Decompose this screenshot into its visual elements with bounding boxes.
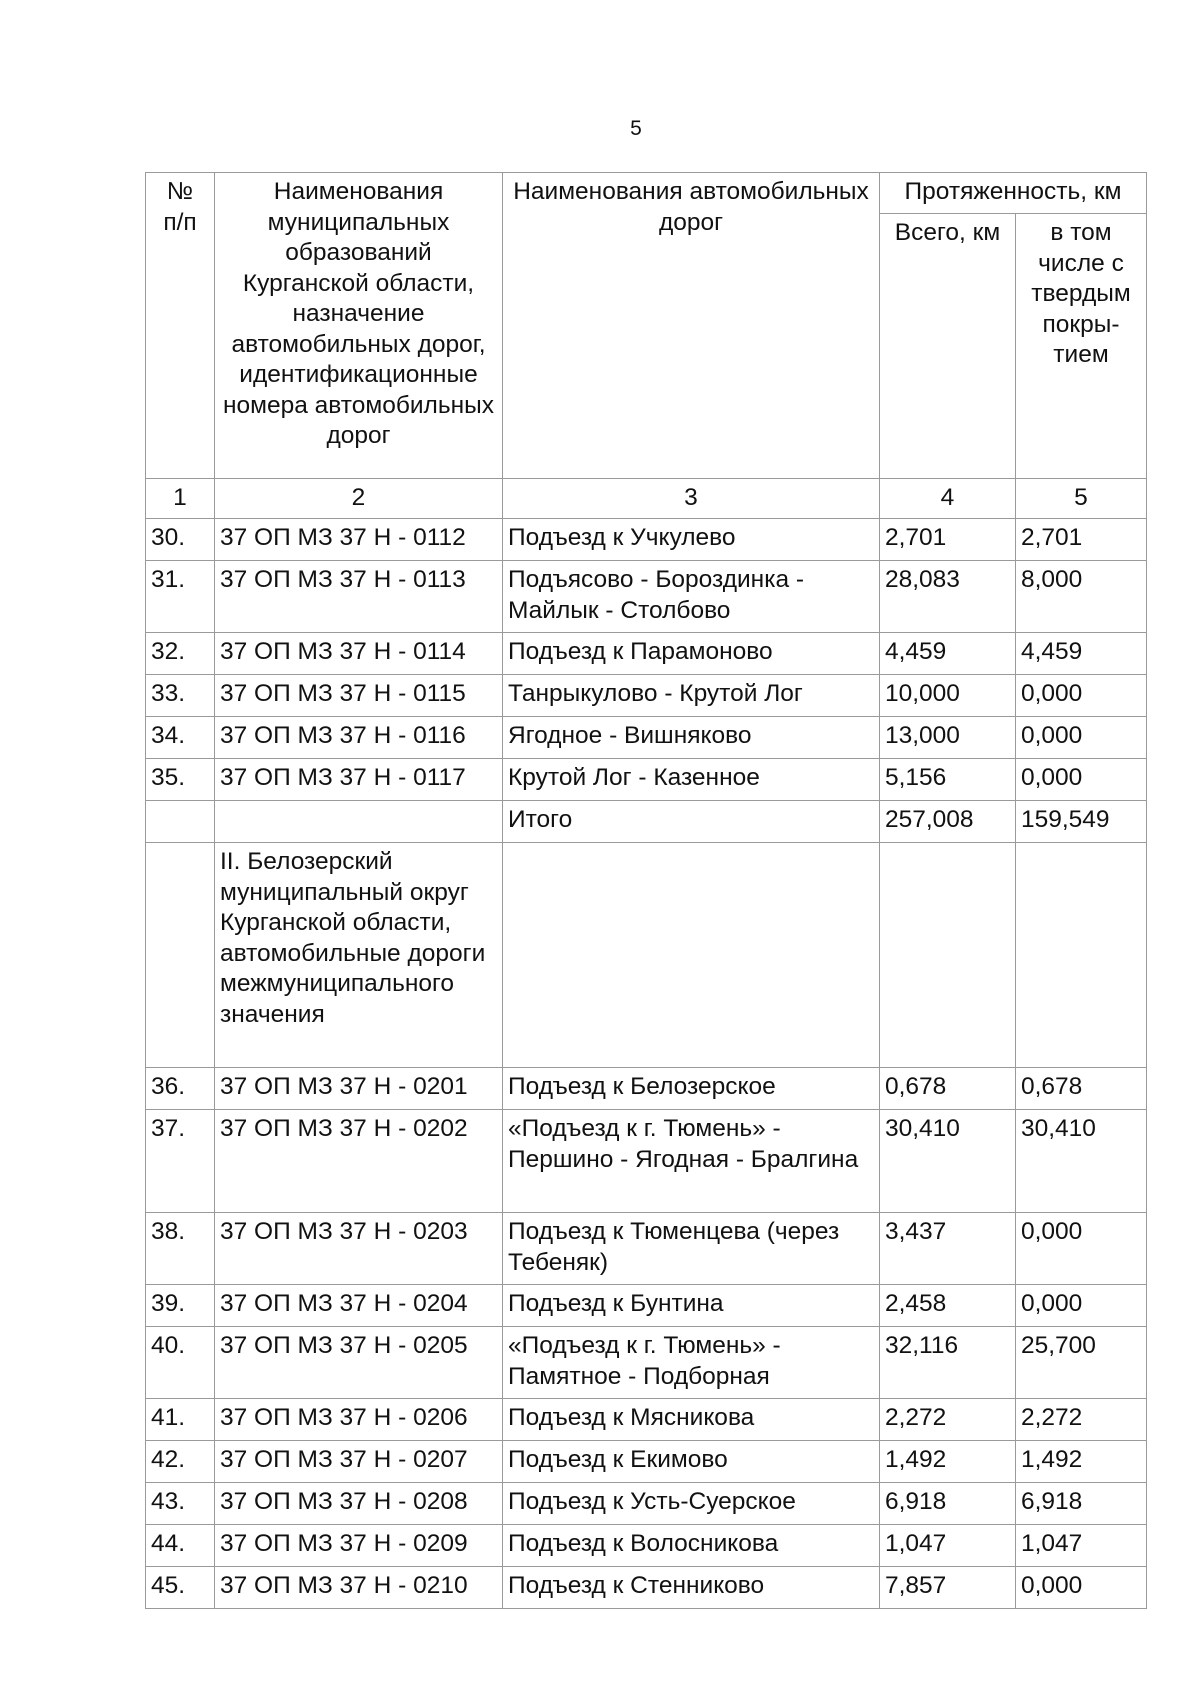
road-name: Подъезд к Учкулево <box>503 519 880 561</box>
road-name: Подъезд к Стенниково <box>503 1567 880 1609</box>
road-name: Подъезд к Усть-Суерское <box>503 1483 880 1525</box>
road-name: Подъезд к Мясникова <box>503 1399 880 1441</box>
length-paved: 0,000 <box>1016 1213 1147 1285</box>
road-name: Подъясово - Бороздинка - Майлык - Столбово <box>503 561 880 633</box>
table-row <box>146 1327 1147 1399</box>
length-paved: 6,918 <box>1016 1483 1147 1525</box>
row-num-empty <box>146 801 215 843</box>
page-number: 5 <box>630 117 642 140</box>
road-name: «Подъезд к г. Тюмень» - Памятное - Подборная <box>503 1327 880 1399</box>
length-total: 5,156 <box>880 759 1016 801</box>
row-num: 34. <box>146 717 215 759</box>
length-total: 4,459 <box>880 633 1016 675</box>
total-row <box>146 801 1147 843</box>
header-paved: в том числе с твердым покры- тием <box>1016 214 1147 479</box>
length-paved: 0,000 <box>1016 1285 1147 1327</box>
row-num: 41. <box>146 1399 215 1441</box>
total-paved: 159,549 <box>1016 801 1147 843</box>
road-id: 37 ОП МЗ 37 Н - 0117 <box>215 759 503 801</box>
length-total: 6,918 <box>880 1483 1016 1525</box>
length-total: 1,492 <box>880 1441 1016 1483</box>
length-paved: 4,459 <box>1016 633 1147 675</box>
table-row <box>146 1525 1147 1567</box>
road-id: 37 ОП МЗ 37 Н - 0209 <box>215 1525 503 1567</box>
row-num: 40. <box>146 1327 215 1399</box>
road-name: Ягодное - Вишняково <box>503 717 880 759</box>
road-id: 37 ОП МЗ 37 Н - 0208 <box>215 1483 503 1525</box>
table-row <box>146 1399 1147 1441</box>
length-paved: 0,000 <box>1016 717 1147 759</box>
road-name: Подъезд к Екимово <box>503 1441 880 1483</box>
road-id: 37 ОП МЗ 37 Н - 0115 <box>215 675 503 717</box>
column-number: 4 <box>880 479 1016 519</box>
table-row <box>146 717 1147 759</box>
row-num: 36. <box>146 1068 215 1110</box>
row-num: 39. <box>146 1285 215 1327</box>
length-total: 32,116 <box>880 1327 1016 1399</box>
road-id: 37 ОП МЗ 37 Н - 0201 <box>215 1068 503 1110</box>
length-paved: 2,701 <box>1016 519 1147 561</box>
row-num: 32. <box>146 633 215 675</box>
total-label: Итого <box>503 801 880 843</box>
column-number: 5 <box>1016 479 1147 519</box>
table-row <box>146 675 1147 717</box>
row-num: 42. <box>146 1441 215 1483</box>
road-id: 37 ОП МЗ 37 Н - 0112 <box>215 519 503 561</box>
length-total: 0,678 <box>880 1068 1016 1110</box>
row-num: 44. <box>146 1525 215 1567</box>
road-id: 37 ОП МЗ 37 Н - 0205 <box>215 1327 503 1399</box>
table-row <box>146 1213 1147 1285</box>
length-total: 2,272 <box>880 1399 1016 1441</box>
section-row <box>146 843 1147 1068</box>
road-id: 37 ОП МЗ 37 Н - 0206 <box>215 1399 503 1441</box>
column-number: 3 <box>503 479 880 519</box>
row-num: 35. <box>146 759 215 801</box>
row-num: 45. <box>146 1567 215 1609</box>
length-paved: 0,000 <box>1016 759 1147 801</box>
table-row <box>146 519 1147 561</box>
table-row <box>146 1441 1147 1483</box>
road-id: 37 ОП МЗ 37 Н - 0202 <box>215 1110 503 1213</box>
road-name: Подъезд к Белозерское <box>503 1068 880 1110</box>
table-header <box>146 173 1147 519</box>
length-paved: 25,700 <box>1016 1327 1147 1399</box>
header-num: № п/п <box>146 173 215 479</box>
road-id: 37 ОП МЗ 37 Н - 0113 <box>215 561 503 633</box>
table-row <box>146 1483 1147 1525</box>
length-paved: 1,492 <box>1016 1441 1147 1483</box>
road-name: Подъезд к Волосникова <box>503 1525 880 1567</box>
road-name: «Подъезд к г. Тюмень» - Першино - Ягодная - Бралгина <box>503 1110 880 1213</box>
road-name-empty <box>503 843 880 1068</box>
table-row <box>146 1567 1147 1609</box>
column-number: 1 <box>146 479 215 519</box>
road-id: 37 ОП МЗ 37 Н - 0114 <box>215 633 503 675</box>
road-name: Крутой Лог - Казенное <box>503 759 880 801</box>
road-id: 37 ОП МЗ 37 Н - 0204 <box>215 1285 503 1327</box>
length-paved: 30,410 <box>1016 1110 1147 1213</box>
row-num: 38. <box>146 1213 215 1285</box>
length-total: 28,083 <box>880 561 1016 633</box>
header-road-name: Наименования автомобильных дорог <box>503 173 880 479</box>
table-row <box>146 561 1147 633</box>
road-id: 37 ОП МЗ 37 Н - 0203 <box>215 1213 503 1285</box>
length-total: 30,410 <box>880 1110 1016 1213</box>
row-num: 31. <box>146 561 215 633</box>
length-paved: 8,000 <box>1016 561 1147 633</box>
length-total: 1,047 <box>880 1525 1016 1567</box>
road-name: Подъезд к Парамоново <box>503 633 880 675</box>
table-row <box>146 633 1147 675</box>
table-row <box>146 1068 1147 1110</box>
road-name: Подъезд к Бунтина <box>503 1285 880 1327</box>
length-paved: 2,272 <box>1016 1399 1147 1441</box>
table-row <box>146 1110 1147 1213</box>
length-paved: 0,000 <box>1016 1567 1147 1609</box>
length-total: 7,857 <box>880 1567 1016 1609</box>
row-num: 30. <box>146 519 215 561</box>
length-total: 2,458 <box>880 1285 1016 1327</box>
header-municipal: Наименования муниципальных образований Курганской области, назначение автомобильных дорог, идентификационные номера автомобильных дорог <box>215 173 503 479</box>
length-total: 3,437 <box>880 1213 1016 1285</box>
row-num: 37. <box>146 1110 215 1213</box>
road-id: 37 ОП МЗ 37 Н - 0207 <box>215 1441 503 1483</box>
road-name: Подъезд к Тюменцева (через Тебеняк) <box>503 1213 880 1285</box>
length-total-empty <box>880 843 1016 1068</box>
row-num: 43. <box>146 1483 215 1525</box>
road-name: Танрыкулово - Крутой Лог <box>503 675 880 717</box>
row-num: 33. <box>146 675 215 717</box>
header-total: Всего, км <box>880 214 1016 479</box>
length-paved-empty <box>1016 843 1147 1068</box>
length-total: 10,000 <box>880 675 1016 717</box>
length-paved: 0,000 <box>1016 675 1147 717</box>
length-paved: 1,047 <box>1016 1525 1147 1567</box>
total-length: 257,008 <box>880 801 1016 843</box>
length-paved: 0,678 <box>1016 1068 1147 1110</box>
road-id: 37 ОП МЗ 37 Н - 0210 <box>215 1567 503 1609</box>
table-row <box>146 1285 1147 1327</box>
table-body <box>146 519 1147 1609</box>
roads-table <box>145 172 1147 1609</box>
table-row <box>146 759 1147 801</box>
column-number: 2 <box>215 479 503 519</box>
length-total: 2,701 <box>880 519 1016 561</box>
road-id-empty <box>215 801 503 843</box>
section-title: II. Белозерский муниципальный округ Курганской области, автомобильные дороги межмуниципального значения <box>215 843 503 1068</box>
road-id: 37 ОП МЗ 37 Н - 0116 <box>215 717 503 759</box>
row-num-empty <box>146 843 215 1068</box>
length-total: 13,000 <box>880 717 1016 759</box>
header-length: Протяженность, км <box>880 173 1147 214</box>
